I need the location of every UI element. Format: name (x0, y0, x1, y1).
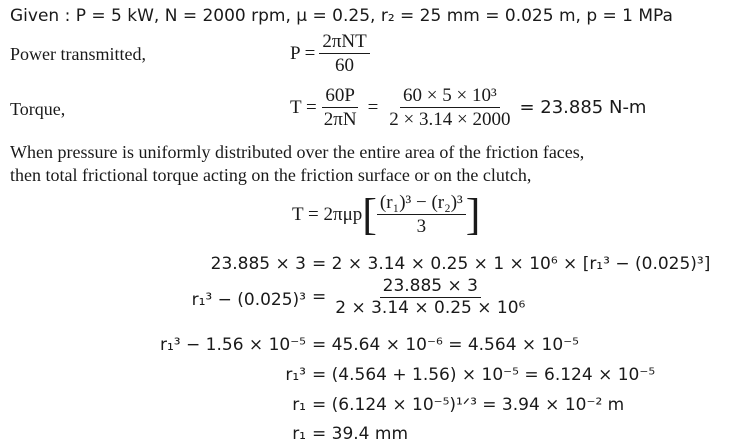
given-values: P = 5 kW, N = 2000 rpm, μ = 0.25, r₂ = 25 mm = 0.025 m, p = 1 MPa (75, 6, 673, 26)
torque-frac2-denominator: 2 × 3.14 × 2000 (389, 109, 511, 130)
torque-frac1-numerator: 60P (322, 86, 358, 108)
torque-equals: = (367, 97, 379, 118)
step-4-rhs: = (4.564 + 1.56) × 10⁻⁵ = 6.124 × 10⁻⁵ (312, 365, 656, 385)
step-6-rhs: = 39.4 mm (312, 424, 409, 444)
torque-result: = 23.885 N-m (519, 96, 647, 118)
step-2-denominator: 2 × 3.14 × 0.25 × 10⁶ (335, 298, 526, 318)
power-numerator: 2πNT (319, 32, 369, 54)
torque-lhs: T = (290, 97, 317, 118)
step-5-lhs: r₁ (292, 395, 306, 415)
paragraph-line-1: When pressure is uniformly distributed over the entire area of the friction faces, (10, 142, 585, 162)
step-2-lhs: r₁³ − (0.025)³ (191, 290, 306, 310)
formula-numerator: (r₁)³ − (r₂)³ (377, 193, 466, 215)
power-equation (290, 32, 370, 75)
step-1-lhs: 23.885 × 3 (210, 254, 306, 274)
cropped-previous-line (0, 0, 736, 5)
step-2-numerator: 23.885 × 3 (380, 278, 481, 298)
torque-fraction-2 (386, 86, 513, 129)
step-2-rhs: = $\frac{23.885 \times 3}{\text{2 × 3.14 × 0.25 × 10⁶}}$ (312, 278, 528, 317)
power-denominator: 60 (335, 55, 355, 76)
step-5-rhs: = (6.124 × 10⁻⁵)¹ᐟ³ = 3.94 × 10⁻² m (312, 395, 625, 415)
torque-equation (290, 86, 646, 129)
formula-fraction (377, 193, 466, 236)
torque-frac2-numerator: 60 × 5 × 10³ (400, 86, 500, 108)
step-4-lhs: r₁³ (285, 365, 306, 385)
power-lhs: P = (290, 43, 316, 64)
given-line (10, 8, 673, 25)
power-fraction (319, 32, 369, 75)
formula-denominator: 3 (416, 216, 427, 237)
torque-formula: T = 2πμp [ $\frac{\text{(r₁)³ − (r₂)³}}{3}$ ] (292, 189, 481, 239)
power-label: Power transmitted, (10, 44, 146, 64)
step-3-lhs: r₁³ − 1.56 × 10⁻⁵ (160, 335, 306, 355)
given-label: Given : (10, 6, 76, 26)
torque-fraction-1 (321, 86, 360, 129)
torque-label: Torque, (10, 99, 66, 119)
formula-lhs: T = 2πμp (292, 204, 363, 225)
step-1-rhs: = 2 × 3.14 × 0.25 × 1 × 10⁶ × [r₁³ − (0.025)³] (312, 254, 711, 274)
paragraph-line-2: then total frictional torque acting on the friction surface or on the clutch, (10, 165, 532, 185)
step-3-rhs: = 45.64 × 10⁻⁶ = 4.564 × 10⁻⁵ (312, 335, 579, 355)
step-2-fraction (332, 278, 528, 317)
step-6-lhs: r₁ (292, 424, 306, 444)
torque-frac1-denominator: 2πN (323, 109, 357, 130)
